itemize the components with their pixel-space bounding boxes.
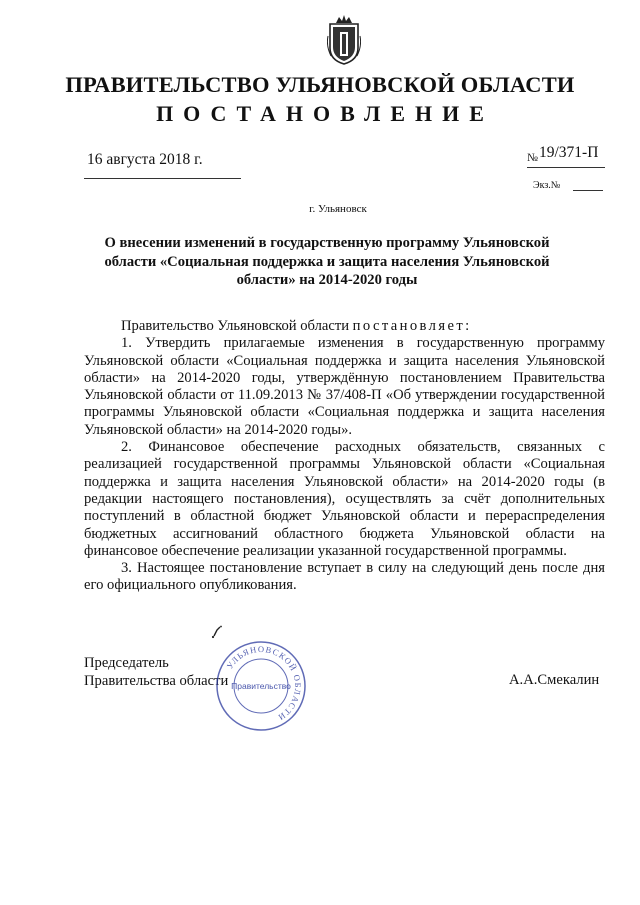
document-body [84,318,605,595]
paragraph-3: 3. Настоящее постановление вступает в силу на следующий день после дня его официального опубликования. [84,560,605,594]
signatory-position [84,654,228,690]
document-title: О внесении изменений в государственную программу Ульяновской области «Социальная поддержка и защита населения Ульяновской области» на 2014-2020 годы [104,235,550,289]
number-underline [527,167,605,168]
position-line-1: Председатель [84,655,169,671]
signatory-name: А.А.Смекалин [509,672,600,688]
official-seal-stamp [214,639,308,733]
stamp-center-text: Правительство [231,681,291,691]
ink-mark-icon [210,624,224,640]
preamble [84,318,605,335]
copy-number-label: Экз.№ [533,180,561,191]
document-number: 19/371-П [539,144,599,161]
number-sign: № [527,152,538,164]
document-type-heading: ПОСТАНОВЛЕНИЕ [156,101,494,126]
position-line-2: Правительства области [84,673,229,689]
preamble-text: Правительство Ульяновской области [121,318,353,334]
document-date: 16 августа 2018 г. [87,151,203,168]
stamp-ring-text: УЛЬЯНОВСКОЙ ОБЛАСТИ [224,643,304,723]
preamble-verb: постановляет: [352,318,472,334]
paragraph-1: 1. Утвердить прилагаемые изменения в государственную программу Ульяновской области «Социальная поддержка и защита населения Ульяновской области» на 2014-2020 годы, утверждённую постановлением Правительства Ульяновской области от 11.09.2013 № 37/408-П «Об утверждении государственной программы Ульяновской области «Социальная поддержка и защита населения Ульяновской области» на 2014-2020 годы». [84,335,605,438]
copy-number-underline [573,190,603,191]
city-line: г. Ульяновск [309,203,367,215]
coat-of-arms-icon [327,14,361,66]
paragraph-2: 2. Финансовое обеспечение расходных обязательств, связанных с реализацией государственной программы Ульяновской области «Социальная поддержка и защита населения Ульяновской области» на 2014-2020 годы (в редакции настоящего постановления), осуществлять за счёт дополнительных поступлений в областной бюджет Ульяновской области и перераспределения бюджетных ассигнований областного бюджета Ульяновской области на финансовое обеспечение реализации указанной государственной программы. [84,439,605,559]
organization-heading: ПРАВИТЕЛЬСТВО УЛЬЯНОВСКОЙ ОБЛАСТИ [65,72,575,97]
date-underline [84,178,241,179]
